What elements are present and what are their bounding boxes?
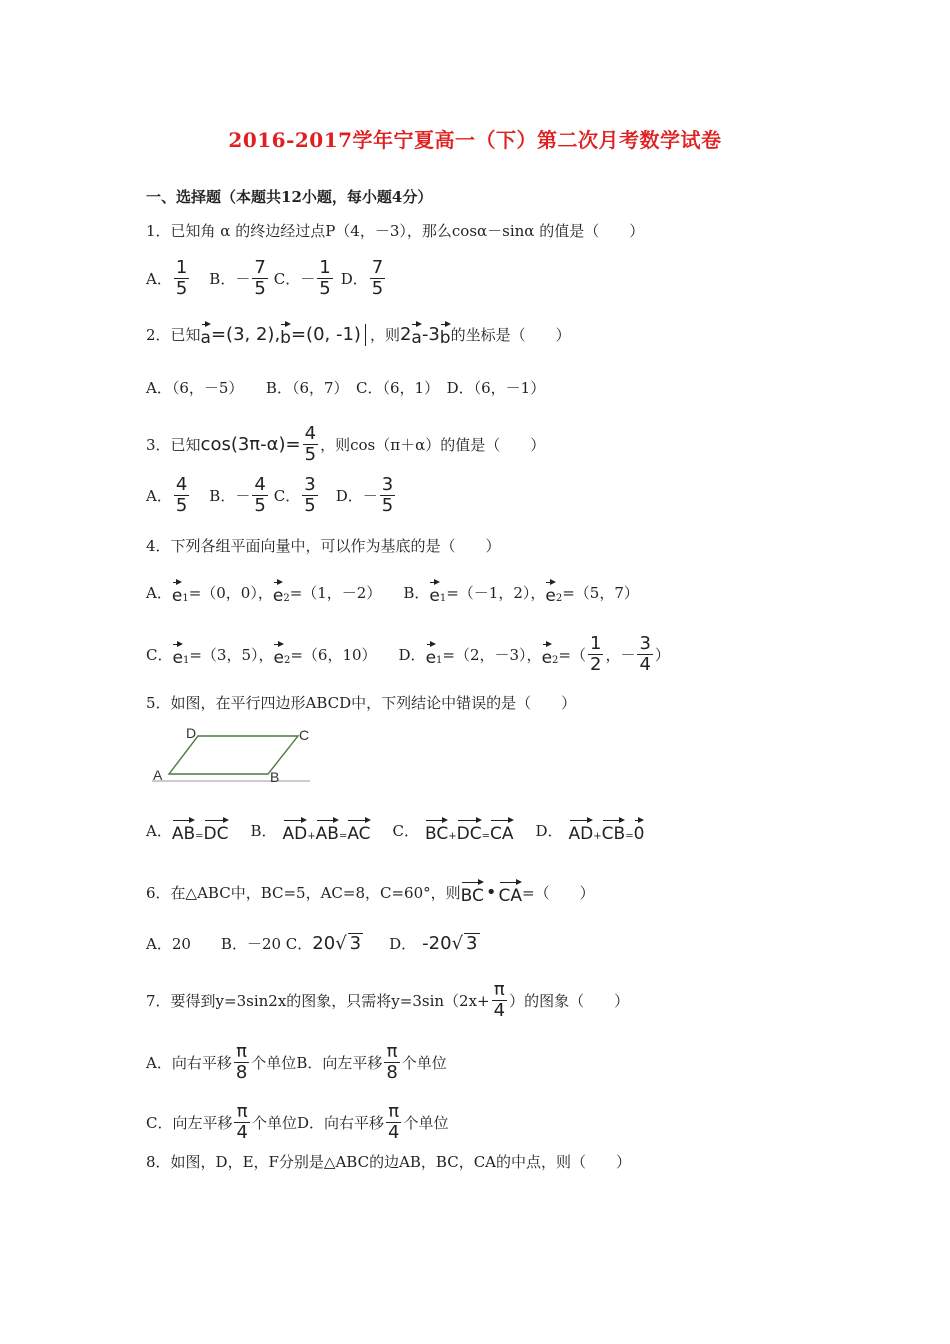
vector-dc: DC	[457, 818, 482, 844]
vertex-label-a: A	[153, 767, 163, 783]
vector-dc: DC	[204, 818, 229, 844]
vector-b: b	[280, 322, 291, 348]
fraction: $\frac{\pi}{8}$	[386, 1041, 398, 1083]
vector-e: e	[426, 642, 436, 668]
radicand: 3	[349, 933, 362, 954]
vector-e: e	[542, 642, 552, 668]
vector-a: a	[411, 322, 421, 348]
fraction: $\frac{3}{5}$	[381, 474, 394, 516]
fraction: $\frac{1}{5}$	[319, 257, 331, 299]
fraction: $\frac{7}{5}$	[254, 257, 266, 299]
radicand: 3	[466, 933, 478, 954]
vector-e: e	[429, 580, 439, 606]
vector-a: a	[201, 322, 211, 348]
fraction: $\frac{1}{5}$	[175, 257, 188, 299]
fraction: $\frac{\pi}{4}$	[387, 1101, 400, 1143]
fraction: $\frac{\pi}{4}$	[236, 1101, 248, 1143]
fraction: $\frac{4}{5}$	[254, 474, 266, 516]
section-heading: 一、选择题（本题共12小题，每小题4分）	[146, 188, 433, 206]
vector-ad: AD	[569, 818, 594, 844]
question-5-stem: 5．如图，在平行四边形ABCD中，下列结论中错误的是（ ）	[146, 694, 577, 712]
fraction: $\frac{4}{5}$	[304, 423, 317, 465]
vector-e: e	[273, 642, 283, 668]
vector-e: e	[273, 580, 283, 606]
question-1-options: A． $\frac{1}{5}$ B．－ $\frac{7}{5}$ C．－ $\frac{1}{5}$ D． $\frac{7}{5}$	[146, 257, 384, 299]
question-6-options: A．20 B．－20 C． 20 √ 3 D． -20 √ 3	[146, 932, 478, 954]
question-8-stem: 8．如图，D，E，F分别是△ABC的边AB，BC，CA的中点，则（ ）	[146, 1153, 632, 1171]
question-4-options-ab: A． e 1 =（0，0）， e 2 =（1，－2） B． e 1 =（－1，2）， e 2 =（5，7）	[146, 580, 639, 606]
fraction: $\frac{\pi}{8}$	[235, 1041, 248, 1083]
fraction: $\frac{4}{5}$	[175, 474, 188, 516]
question-2-stem: 2．已知 a =(3, 2), b =(0, -1) ，则 2 a -3 b 的坐标是（ ）	[146, 324, 571, 348]
question-7-stem: 7．要得到y=3sin2x的图象，只需将y=3sin（2x+ $\frac{\pi}{4}$ ）的图象（ ）	[146, 979, 630, 1021]
vector-ca: CA	[490, 818, 514, 844]
question-1-stem: 1．已知角 α 的终边经过点P（4，－3），那么cosα－sinα 的值是（ ）	[146, 222, 645, 240]
question-7-options-ab: A．向右平移 $\frac{\pi}{8}$ 个单位 B．向左平移 $\frac{\pi}{8}$ 个单位	[146, 1041, 447, 1083]
fraction: $\frac{1}{2}$	[589, 633, 602, 675]
fraction: $\frac{\pi}{4}$	[493, 979, 506, 1021]
vector-e: e	[172, 642, 182, 668]
question-7-options-cd: C．向左平移 $\frac{\pi}{4}$ 个单位 D．向右平移 $\frac{\pi}{4}$ 个单位	[146, 1101, 449, 1143]
vector-b: b	[440, 322, 451, 348]
question-4-stem: 4．下列各组平面向量中，可以作为基底的是（ ）	[146, 537, 501, 555]
question-6-stem: 6．在△ABC中，BC=5，AC=8，C=60°，则 BC • CA =（ ）	[146, 882, 595, 906]
fraction: $\frac{3}{4}$	[639, 633, 651, 675]
question-2-options: A．（6，－5） B．（6，7） C．（6，1） D．（6，－1）	[146, 379, 546, 397]
question-4-options-cd: C． e 1 =（3，5）， e 2 =（6，10） D． e 1 =（2，－3）， e 2 =（ $\frac{1}{2}$ ，－ $\frac{3}{4}$ ）	[146, 633, 670, 675]
vector-e: e	[545, 580, 555, 606]
vector-e: e	[172, 580, 182, 606]
vertex-label-d: D	[186, 725, 197, 741]
zero-vector: 0	[634, 818, 645, 844]
vertex-label-c: C	[299, 727, 310, 743]
question-3-options: A． $\frac{4}{5}$ B．－ $\frac{4}{5}$ C． $\frac{3}{5}$ D．－ $\frac{3}{5}$	[146, 474, 394, 516]
vector-ab: AB	[316, 818, 339, 844]
vector-ac: AC	[347, 818, 370, 844]
fraction: $\frac{3}{5}$	[304, 474, 316, 516]
page-title: 2016-2017学年宁夏高一（下）第二次月考数学试卷	[228, 128, 722, 152]
parallelogram-figure	[150, 724, 315, 786]
vector-ad: AD	[283, 818, 308, 844]
vector-bc: BC	[425, 818, 448, 844]
vector-bc: BC	[461, 880, 484, 906]
vertex-label-b: B	[270, 769, 280, 785]
question-5-options: A． AB = DC B． AD + AB = AC C． BC + DC = CA D． AD + CB = 0	[146, 818, 644, 844]
fraction: $\frac{7}{5}$	[371, 257, 384, 299]
vector-cb: CB	[602, 818, 626, 844]
vector-ab: AB	[172, 818, 195, 844]
question-3-stem: 3．已知 cos(3π-α)= $\frac{4}{5}$ ，则cos（π＋α）的值是（ ）	[146, 423, 546, 465]
vector-ca: CA	[499, 880, 523, 906]
